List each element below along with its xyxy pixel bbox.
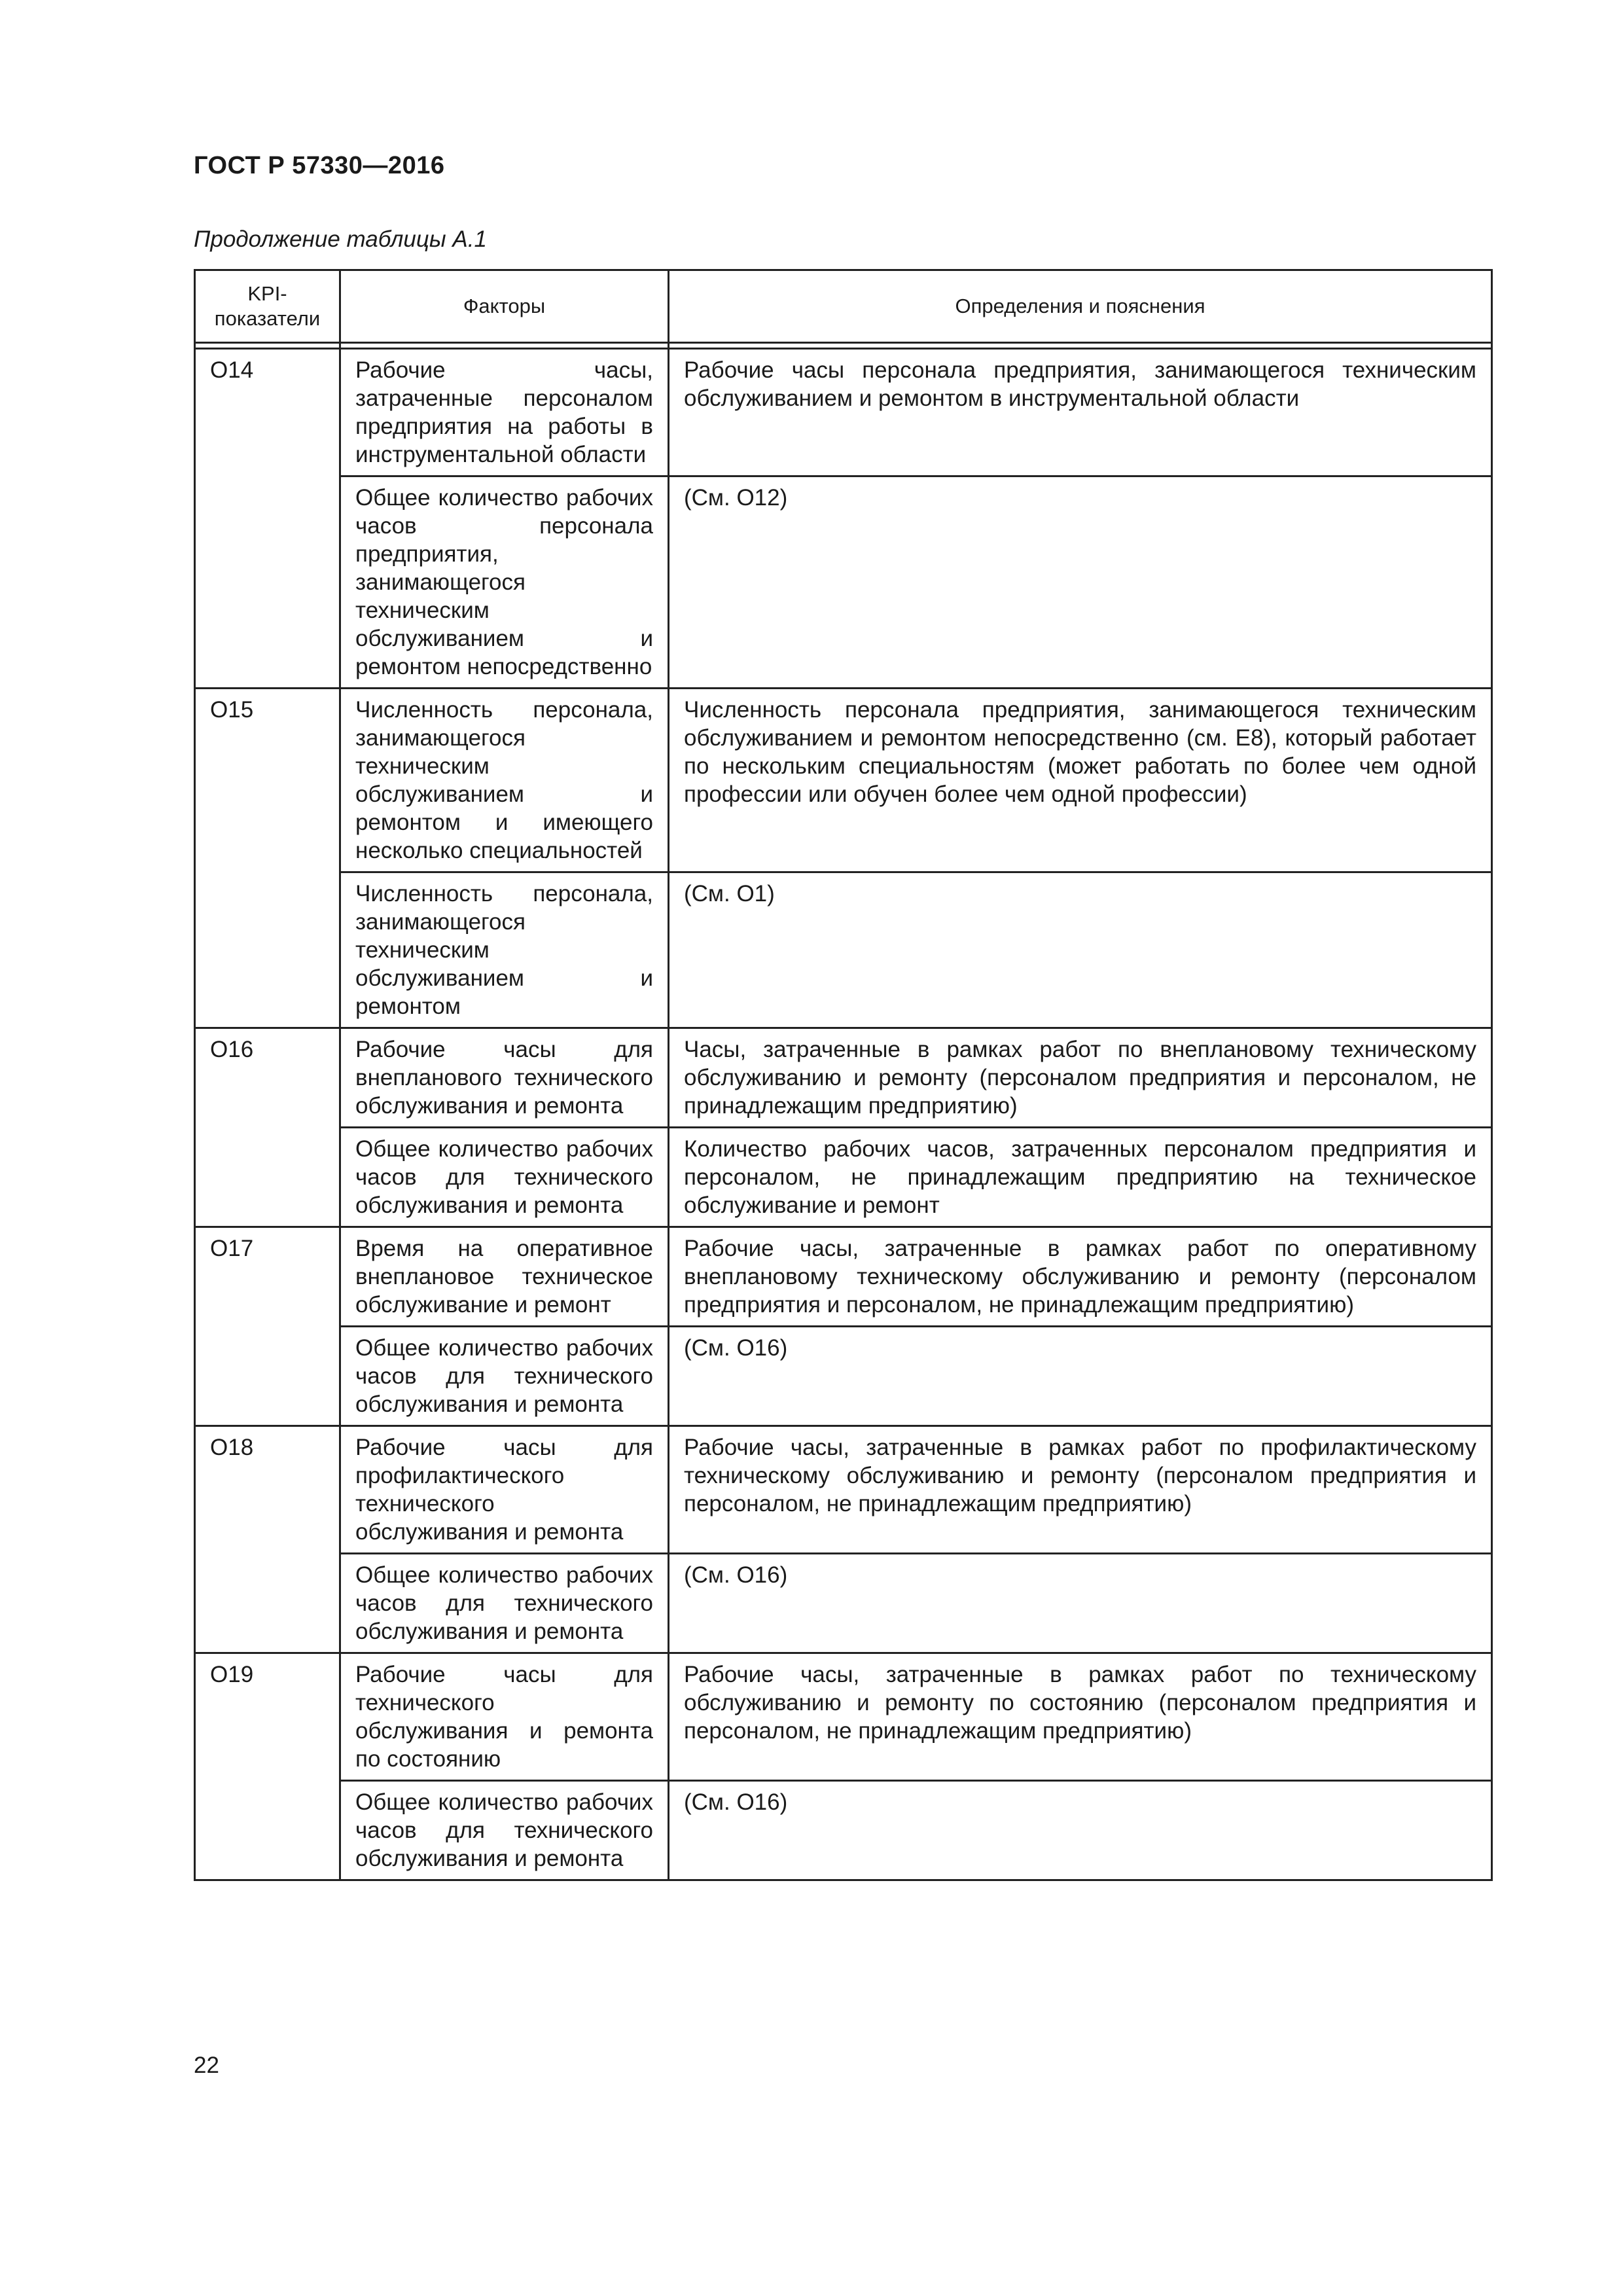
definition-cell: Рабочие часы персонала предприятия, занимающегося техническим обслуживанием и ремонтом в инструментальной области <box>669 349 1492 476</box>
table-row <box>195 1554 1492 1653</box>
table-row <box>195 1653 1492 1781</box>
factor-cell: Рабочие часы для технического обслуживания и ремонта по состоянию <box>340 1653 669 1781</box>
table-row <box>195 689 1492 872</box>
kpi-table <box>194 269 1493 1881</box>
table-row <box>195 349 1492 476</box>
table-header-row <box>195 270 1492 343</box>
table-row <box>195 1426 1492 1554</box>
table-row <box>195 1028 1492 1128</box>
definition-cell: Рабочие часы, затраченные в рамках работ по профилактическому техническому обслуживанию и ремонту (персоналом предприятия и персоналом, не принадлежащим предприятию) <box>669 1426 1492 1554</box>
definition-cell: (См. О12) <box>669 476 1492 689</box>
definition-cell: (См. О16) <box>669 1781 1492 1880</box>
factor-cell: Общее количество рабочих часов для технического обслуживания и ремонта <box>340 1781 669 1880</box>
table-row <box>195 1128 1492 1227</box>
column-header-kpi: KPI-показатели <box>195 270 340 343</box>
table-row <box>195 476 1492 689</box>
table-row <box>195 872 1492 1028</box>
factor-cell: Время на оперативное внеплановое техническое обслуживание и ремонт <box>340 1227 669 1327</box>
kpi-code: О14 <box>195 349 340 689</box>
definition-cell: (См. О1) <box>669 872 1492 1028</box>
table-caption: Продолжение таблицы А.1 <box>194 226 487 252</box>
factor-cell: Рабочие часы для внепланового технического обслуживания и ремонта <box>340 1028 669 1128</box>
kpi-code: О15 <box>195 689 340 1028</box>
kpi-code: О18 <box>195 1426 340 1653</box>
definition-cell: Рабочие часы, затраченные в рамках работ по оперативному внеплановому техническому обслуживанию и ремонту (персоналом предприятия и персоналом, не принадлежащим предприятию) <box>669 1227 1492 1327</box>
kpi-code: О19 <box>195 1653 340 1880</box>
definition-cell: Рабочие часы, затраченные в рамках работ по техническому обслуживанию и ремонту по состоянию (персоналом предприятия и персоналом, не принадлежащим предприятию) <box>669 1653 1492 1781</box>
header-separator <box>195 343 1492 349</box>
factor-cell: Общее количество рабочих часов персонала предприятия, занимающегося техническим обслуживанием и ремонтом непосредственно <box>340 476 669 689</box>
definition-cell: Часы, затраченные в рамках работ по внеплановому техническому обслуживанию и ремонту (персоналом предприятия и персоналом, не принадлежащим предприятию) <box>669 1028 1492 1128</box>
factor-cell: Численность персонала, занимающегося техническим обслуживанием и ремонтом <box>340 872 669 1028</box>
factor-cell: Рабочие часы для профилактического технического обслуживания и ремонта <box>340 1426 669 1554</box>
kpi-code: О16 <box>195 1028 340 1227</box>
column-header-factors: Факторы <box>340 270 669 343</box>
factor-cell: Общее количество рабочих часов для технического обслуживания и ремонта <box>340 1327 669 1426</box>
page-number: 22 <box>194 2053 219 2078</box>
definition-cell: Количество рабочих часов, затраченных персоналом предприятия и персоналом, не принадлежащим предприятию на техническое обслуживание и ремонт <box>669 1128 1492 1227</box>
definition-cell: (См. О16) <box>669 1327 1492 1426</box>
column-header-definitions: Определения и пояснения <box>669 270 1492 343</box>
factor-cell: Общее количество рабочих часов для технического обслуживания и ремонта <box>340 1128 669 1227</box>
table-row <box>195 1227 1492 1327</box>
definition-cell: Численность персонала предприятия, занимающегося техническим обслуживанием и ремонтом непосредственно (см. Е8), который работает по нескольким специальностям (может работать по более чем одной профессии или обучен более чем одной профессии) <box>669 689 1492 872</box>
factor-cell: Численность персонала, занимающегося техническим обслуживанием и ремонтом и имеющего несколько специальностей <box>340 689 669 872</box>
document-header: ГОСТ Р 57330—2016 <box>194 152 445 179</box>
table-row <box>195 1781 1492 1880</box>
definition-cell: (См. О16) <box>669 1554 1492 1653</box>
factor-cell: Общее количество рабочих часов для технического обслуживания и ремонта <box>340 1554 669 1653</box>
kpi-code: О17 <box>195 1227 340 1426</box>
table-row <box>195 1327 1492 1426</box>
factor-cell: Рабочие часы, затраченные персоналом предприятия на работы в инструментальной области <box>340 349 669 476</box>
